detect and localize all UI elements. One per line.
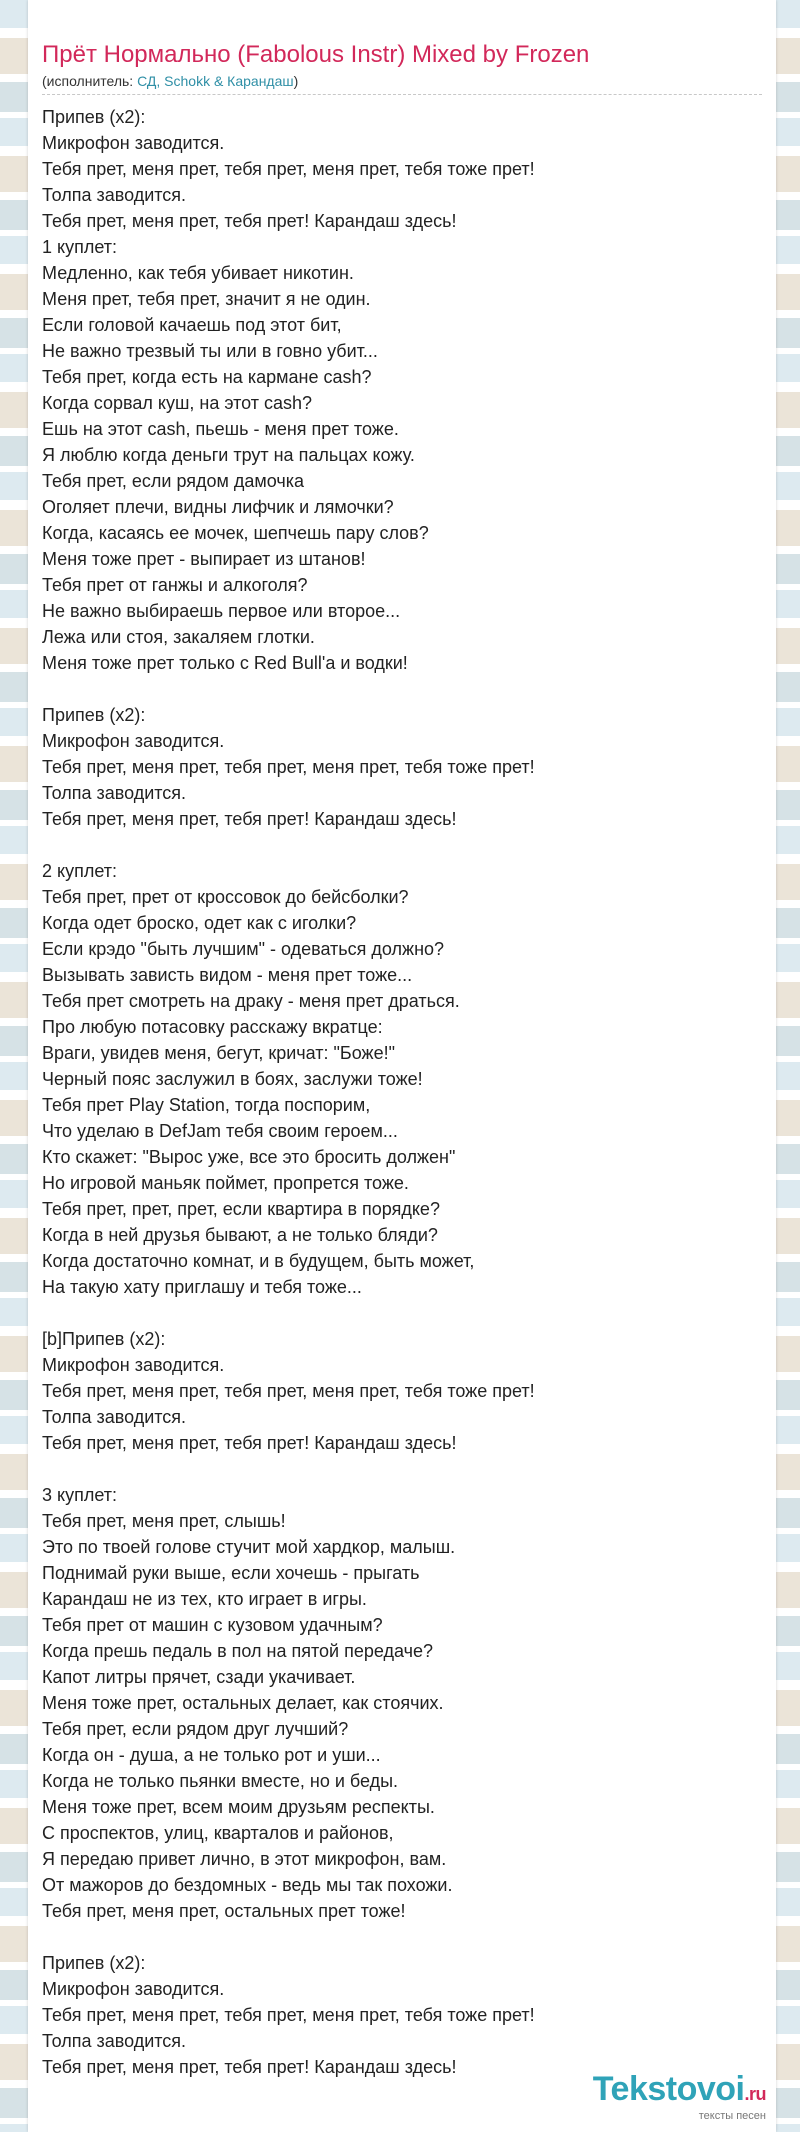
lyric-line: Я передаю привет лично, в этот микрофон, вам. <box>42 1849 447 1869</box>
lyric-line: Тебя прет, меня прет, тебя прет! Карандаш здесь! <box>42 809 457 829</box>
lyric-line: Про любую потасовку расскажу вкратце: <box>42 1017 383 1037</box>
lyric-line: Когда одет броско, одет как с иголки? <box>42 913 357 933</box>
lyric-line: С проспектов, улиц, кварталов и районов, <box>42 1823 394 1843</box>
lyric-line: Когда он - душа, а не только рот и уши... <box>42 1745 381 1765</box>
site-logo[interactable] <box>593 2071 766 2122</box>
artist-prefix: (исполнитель: <box>42 73 134 89</box>
lyric-line: Черный пояс заслужил в боях, заслужи тоже! <box>42 1069 423 1089</box>
lyric-line: Толпа заводится. <box>42 1407 187 1427</box>
lyric-line: Тебя прет, меня прет, тебя прет! Карандаш здесь! <box>42 2057 457 2077</box>
artist-suffix: ) <box>293 73 299 89</box>
lyric-line: Если крэдо "быть лучшим" - одеваться должно? <box>42 939 445 959</box>
lyric-line: Тебя прет, меня прет, тебя прет! Карандаш здесь! <box>42 211 457 231</box>
lyric-line: Меня тоже прет только с Red Bull'a и водки! <box>42 653 408 673</box>
lyric-line: Тебя прет, меня прет, тебя прет! Карандаш здесь! <box>42 1433 457 1453</box>
artist-line <box>42 72 762 90</box>
lyric-line: Тебя прет, прет от кроссовок до бейсболки? <box>42 887 409 907</box>
lyric-line: Тебя прет, меня прет, тебя прет, меня прет, тебя тоже прет! <box>42 757 535 777</box>
lyric-line: Ешь на этот cash, пьешь - меня прет тоже. <box>42 419 399 439</box>
logo-domain: .ru <box>744 2084 766 2104</box>
lyric-line: Толпа заводится. <box>42 2031 187 2051</box>
lyric-line <box>42 1300 762 1326</box>
lyric-line: Не важно выбираешь первое или второе... <box>42 601 401 621</box>
lyric-line: Микрофон заводится. <box>42 731 225 751</box>
lyric-line: Микрофон заводится. <box>42 133 225 153</box>
lyric-line: Припев (x2): <box>42 705 146 725</box>
lyric-line: 1 куплет: <box>42 237 117 257</box>
lyric-line <box>42 1456 762 1482</box>
lyric-line: Тебя прет, меня прет, остальных прет тоже! <box>42 1901 406 1921</box>
logo-tagline: тексты песен <box>698 2110 766 2122</box>
lyric-line: Вызывать зависть видом - меня прет тоже... <box>42 965 413 985</box>
lyric-line: Меня тоже прет - выпирает из штанов! <box>42 549 366 569</box>
lyric-line: Микрофон заводится. <box>42 1979 225 1999</box>
lyric-line: Когда достаточно комнат, и в будущем, быть может, <box>42 1251 475 1271</box>
lyric-line: Толпа заводится. <box>42 185 187 205</box>
song-header <box>42 40 762 95</box>
lyrics-body <box>42 104 762 2080</box>
lyric-line: Тебя прет, когда есть на кармане cash? <box>42 367 372 387</box>
lyric-line: Враги, увидев меня, бегут, кричат: "Боже!" <box>42 1043 395 1063</box>
song-title: Прёт Нормально (Fabolous Instr) Mixed by Frozen <box>42 41 590 68</box>
lyric-line: Микрофон заводится. <box>42 1355 225 1375</box>
lyric-line: [b]Припев (x2): <box>42 1329 166 1349</box>
lyric-line <box>42 1924 762 1950</box>
lyric-line: Тебя прет, меня прет, тебя прет, меня прет, тебя тоже прет! <box>42 2005 535 2025</box>
lyric-line: Оголяет плечи, видны лифчик и лямочки? <box>42 497 394 517</box>
lyric-line: 2 куплет: <box>42 861 117 881</box>
lyric-line: Капот литры прячет, сзади укачивает. <box>42 1667 356 1687</box>
lyric-line: Припев (x2): <box>42 1953 146 1973</box>
lyric-line: Тебя прет, прет, прет, если квартира в порядке? <box>42 1199 440 1219</box>
lyric-line: Карандаш не из тех, кто играет в игры. <box>42 1589 367 1609</box>
artist-links[interactable]: СД, Schokk & Карандаш <box>137 73 294 89</box>
lyric-line: Лежа или стоя, закаляем глотки. <box>42 627 315 647</box>
lyric-line: Тебя прет, меня прет, тебя прет, меня прет, тебя тоже прет! <box>42 1381 535 1401</box>
lyric-line: Когда не только пьянки вместе, но и беды. <box>42 1771 399 1791</box>
lyric-line: Меня тоже прет, всем моим друзьям респекты. <box>42 1797 435 1817</box>
lyric-line: Меня прет, тебя прет, значит я не один. <box>42 289 371 309</box>
dashed-divider <box>42 94 762 95</box>
logo-wordmark <box>593 2071 766 2112</box>
lyric-line: Припев (x2): <box>42 107 146 127</box>
lyric-line: Когда прешь педаль в пол на пятой передаче? <box>42 1641 433 1661</box>
lyric-line: Что уделаю в DefJam тебя своим героем... <box>42 1121 398 1141</box>
lyric-line: Кто скажет: "Вырос уже, все это бросить должен" <box>42 1147 456 1167</box>
content-sheet <box>28 0 776 2132</box>
lyric-line: Тебя прет, если рядом дамочка <box>42 471 305 491</box>
logo-text: Tekstovoi <box>592 2070 745 2108</box>
lyric-line: Тебя прет Play Station, тогда поспорим, <box>42 1095 371 1115</box>
lyric-line: Когда сорвал куш, на этот cash? <box>42 393 313 413</box>
lyric-line: Тебя прет смотреть на драку - меня прет драться. <box>42 991 460 1011</box>
lyric-line: Если головой качаешь под этот бит, <box>42 315 342 335</box>
lyric-line: Когда, касаясь ее мочек, шепчешь пару слов? <box>42 523 429 543</box>
lyric-line: Не важно трезвый ты или в говно убит... <box>42 341 378 361</box>
lyric-line: Меня тоже прет, остальных делает, как стоячих. <box>42 1693 444 1713</box>
lyric-line: Медленно, как тебя убивает никотин. <box>42 263 354 283</box>
lyric-line <box>42 832 762 858</box>
lyric-line: Тебя прет, меня прет, тебя прет, меня прет, тебя тоже прет! <box>42 159 535 179</box>
lyric-line: 3 куплет: <box>42 1485 117 1505</box>
lyric-line <box>42 676 762 702</box>
lyric-line: Это по твоей голове стучит мой хардкор, малыш. <box>42 1537 456 1557</box>
lyric-line: Тебя прет от машин с кузовом удачным? <box>42 1615 383 1635</box>
lyric-line: Тебя прет, если рядом друг лучший? <box>42 1719 349 1739</box>
lyric-line: Поднимай руки выше, если хочешь - прыгать <box>42 1563 420 1583</box>
lyric-line: Тебя прет от ганжы и алкоголя? <box>42 575 308 595</box>
lyric-line: Когда в ней друзья бывают, а не только бляди? <box>42 1225 438 1245</box>
lyric-line: Тебя прет, меня прет, слышь! <box>42 1511 286 1531</box>
lyric-line: Толпа заводится. <box>42 783 187 803</box>
lyric-line: Но игровой маньяк поймет, пропрется тоже. <box>42 1173 409 1193</box>
lyric-line: Я люблю когда деньги трут на пальцах кожу. <box>42 445 415 465</box>
lyric-line: От мажоров до бездомных - ведь мы так похожи. <box>42 1875 453 1895</box>
lyric-line: На такую хату приглашу и тебя тоже... <box>42 1277 362 1297</box>
